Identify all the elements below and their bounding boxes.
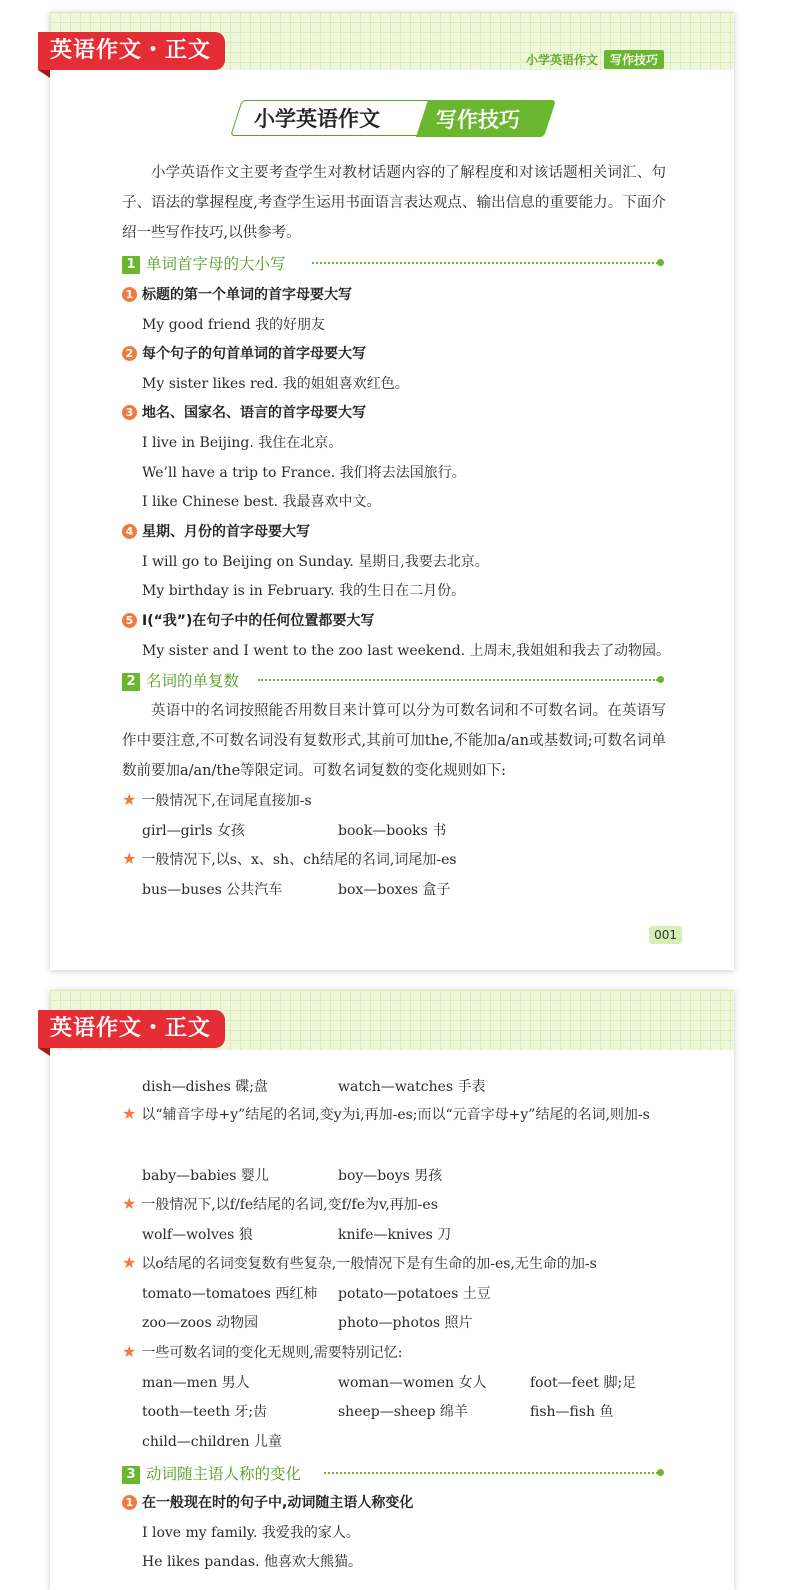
example: My birthday is in February. 我的生日在二月份。: [142, 583, 466, 599]
rule-heading-3: [122, 402, 366, 422]
section2-paragraph: 英语中的名词按照能否用数目来计算可以分为可数名词和不可数名词。在英语写作中要注意,不可数名词没有复数形式,其前可加the,不能加a/an或基数词;可数名词单数前要加a/an/the等限定词。可数名词复数的变化规则如下:: [122, 703, 666, 779]
section-heading-2: [122, 669, 666, 689]
plural-rule-6: [122, 1342, 403, 1362]
pair: boy—boys 男孩: [338, 1168, 443, 1184]
rule-heading-5: [122, 610, 374, 630]
page-number: 001: [649, 926, 682, 944]
dotted-line: [312, 262, 658, 264]
plural-rule-2: [122, 849, 457, 869]
star-icon: ★: [122, 1342, 137, 1361]
pair: book—books 书: [338, 823, 447, 839]
example: He likes pandas. 他喜欢大熊猫。: [142, 1554, 363, 1570]
page-2: [50, 990, 734, 1590]
plural-rule-3: [122, 1099, 667, 1130]
pair: child—children 儿童: [142, 1434, 282, 1450]
pair: knife—knives 刀: [338, 1227, 452, 1243]
section-title: 单词首字母的大小写: [146, 255, 286, 273]
circle-number: 5: [122, 613, 137, 628]
rule-heading: [122, 1492, 413, 1512]
rule-title: I(“我”)在句子中的任何位置都要大写: [142, 613, 375, 629]
rule-text: 以“辅音字母+y”结尾的名词,变y为i,再加-es;而以“元音字母+y”结尾的名词,则加-s: [141, 1107, 650, 1123]
page-title: [236, 100, 552, 136]
dotted-line: [258, 679, 658, 681]
pair: tomato—tomatoes 西红柿: [142, 1286, 318, 1302]
pair: dish—dishes 碟;盘: [142, 1079, 268, 1095]
section-number: 1: [122, 256, 140, 274]
rule-text: 一些可数名词的变化无规则,需要特别记忆:: [141, 1345, 403, 1361]
intro-paragraph: 小学英语作文主要考查学生对教材话题内容的了解程度和对该话题相关词汇、句子、语法的掌握程度,考查学生运用书面语言表达观点、输出信息的重要能力。下面介绍一些写作技巧,以供参考。: [122, 165, 666, 241]
pair: wolf—wolves 狼: [142, 1227, 253, 1243]
dotted-line: [324, 1472, 658, 1474]
header-box: 写作技巧: [604, 50, 664, 69]
rule-text: 一般情况下,在词尾直接加-s: [141, 793, 312, 809]
example: I love my family. 我爱我的家人。: [142, 1525, 360, 1541]
example: My sister and I went to the zoo last weekend. 上周末,我姐姐和我去了动物园。: [142, 643, 671, 659]
pair: tooth—teeth 牙;齿: [142, 1404, 268, 1420]
rule-text: 以o结尾的名词变复数有些复杂,一般情况下是有生命的加-es,无生命的加-s: [141, 1256, 597, 1272]
pair: watch—watches 手表: [338, 1079, 486, 1095]
section-title: 名词的单复数: [146, 672, 240, 690]
title-right-text: 写作技巧: [436, 108, 520, 132]
section-heading-1: [122, 252, 666, 272]
rule-text: 一般情况下,以f/fe结尾的名词,变f/fe为v,再加-es: [141, 1197, 438, 1213]
example: My good friend 我的好朋友: [142, 317, 325, 333]
header-label: 小学英语作文: [525, 53, 598, 67]
rule-heading-4: [122, 521, 310, 541]
pair: zoo—zoos 动物园: [142, 1315, 259, 1331]
pair: baby—babies 婴儿: [142, 1168, 269, 1184]
title-left-text: 小学英语作文: [254, 107, 380, 131]
pair: man—men 男人: [142, 1375, 250, 1391]
example: I will go to Beijing on Sunday. 星期日,我要去北京。: [142, 554, 489, 570]
header-right: [526, 50, 664, 69]
rule-heading-2: [122, 343, 366, 363]
rule-title: 每个句子的句首单词的首字母要大写: [142, 346, 366, 362]
circle-number: 3: [122, 405, 137, 420]
pair: potato—potatoes 土豆: [338, 1286, 491, 1302]
page-1: [50, 12, 734, 970]
circle-number: 4: [122, 524, 137, 539]
plural-rule-4: [122, 1194, 438, 1214]
pair: sheep—sheep 绵羊: [338, 1404, 468, 1420]
star-icon: ★: [122, 1194, 137, 1213]
pair: woman—women 女人: [338, 1375, 487, 1391]
rule-heading-1: [122, 284, 352, 304]
rule-title: 标题的第一个单词的首字母要大写: [142, 287, 352, 303]
star-icon: ★: [122, 1104, 137, 1123]
section-number: 2: [122, 673, 140, 691]
pair: bus—buses 公共汽车: [142, 882, 283, 898]
example: I live in Beijing. 我住在北京。: [142, 435, 343, 451]
pair: fish—fish 鱼: [530, 1404, 614, 1420]
pair: photo—photos 照片: [338, 1315, 473, 1331]
rule-title: 在一般现在时的句子中,动词随主语人称变化: [142, 1495, 414, 1511]
section-tag: 英语作文・正文: [38, 1010, 225, 1048]
pair: foot—feet 脚;足: [530, 1375, 637, 1391]
section-title: 动词随主语人称的变化: [146, 1465, 302, 1483]
star-icon: ★: [122, 1253, 137, 1272]
section-number: 3: [122, 1466, 140, 1484]
dot-end: [657, 1469, 664, 1476]
pair: box—boxes 盒子: [338, 882, 451, 898]
example: We’ll have a trip to France. 我们将去法国旅行。: [142, 465, 466, 481]
circle-number: 1: [122, 287, 137, 302]
rule-title: 地名、国家名、语言的首字母要大写: [142, 405, 366, 421]
circle-number: 2: [122, 346, 137, 361]
plural-rule-1: [122, 790, 312, 810]
circle-number: 1: [122, 1495, 137, 1510]
dot-end: [657, 676, 664, 683]
pair: girl—girls 女孩: [142, 823, 245, 839]
section-heading-3: [122, 1462, 666, 1482]
rule-text: 一般情况下,以s、x、sh、ch结尾的名词,词尾加-es: [141, 852, 457, 868]
star-icon: ★: [122, 849, 137, 868]
rule-title: 星期、月份的首字母要大写: [142, 524, 310, 540]
example: My sister likes red. 我的姐姐喜欢红色。: [142, 376, 409, 392]
star-icon: ★: [122, 790, 137, 809]
example: I like Chinese best. 我最喜欢中文。: [142, 494, 381, 510]
dot-end: [657, 259, 664, 266]
section-tag: 英语作文・正文: [38, 32, 225, 70]
plural-rule-5: [122, 1253, 597, 1273]
